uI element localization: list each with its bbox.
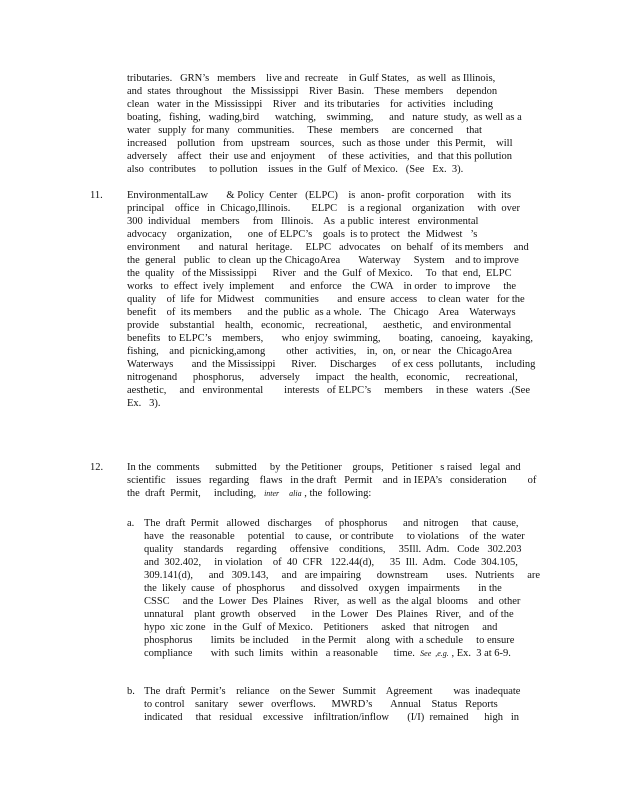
intro-line: water supply for many communities. These members are concerned that: [127, 125, 482, 136]
para11-line: principal office in Chicago,Illinois. ELPC is a regional organization with over: [127, 203, 520, 214]
item-a-line-text: , Ex. 3 at 6-9.: [448, 648, 511, 659]
para11-line: advocacy organization, one of ELPC’s goals is to protect the Midwest ’s: [127, 229, 478, 240]
item-a-line: quality standards regarding offensive conditions, 35Ill. Adm. Code 302.203: [144, 544, 522, 555]
item-a-line: [144, 647, 511, 660]
para12-line: In the comments submitted by the Petitioner groups, Petitioner s raised legal and: [127, 462, 521, 473]
item-a-line: The draft Permit allowed discharges of phosphorus and nitrogen that cause,: [144, 518, 519, 529]
para12-line: scientific issues regarding flaws in the draft Permit and in IEPA’s consideration of: [127, 475, 537, 486]
intro-line: adversely affect their use and enjoyment of these activities, and that this pollution: [127, 151, 512, 162]
para11-line: fishing, and picnicking,among other activities, in, on, or near the ChicagoArea: [127, 346, 512, 357]
para11-line: Waterways and the Mississippi River. Discharges of ex cess pollutants, including: [127, 359, 536, 370]
paragraph-number-12: 12.: [90, 462, 104, 473]
para11-line: 300 individual members from Illinois. As a public interest environmental: [127, 216, 479, 227]
para11-line: quality of life for Midwest communities and ensure access to clean water for the: [127, 294, 525, 305]
para12-line-text: , the following:: [301, 488, 372, 499]
item-a-line: unnatural plant growth observed in the Lower Des Plaines River, and of the: [144, 609, 514, 620]
para11-line: the quality of the Mississippi River and the Gulf of Mexico. To that end, ELPC: [127, 268, 512, 279]
item-a-line-text: compliance with such limits within a reasonable time.: [144, 648, 421, 659]
para11-line: benefit of its members and the public as a whole. The Chicago Area Waterways: [127, 307, 516, 318]
para11-line: Ex. 3).: [127, 398, 161, 409]
item-b-line: to control sanitary sewer overflows. MWRD’s Annual Status Reports: [144, 699, 498, 710]
intro-line: boating, fishing, wading,bird watching, swimming, and nature study, as well as a: [127, 112, 522, 123]
item-a-line: the likely cause of phosphorus and dissolved oxygen impairments in the: [144, 583, 502, 594]
intro-line: tributaries. GRN’s members live and recreate in Gulf States, as well as Illinois,: [127, 73, 496, 84]
para11-line: EnvironmentalLaw & Policy Center (ELPC) is anon- profit corporation with its: [127, 190, 512, 201]
para11-line: benefits to ELPC’s members, who enjoy swimming, boating, canoeing, kayaking,: [127, 333, 533, 344]
item-a-line: 309.141(d), and 309.143, and are impairing downstream uses. Nutrients are: [144, 570, 541, 581]
para11-line: environment and natural heritage. ELPC advocates on behalf of its members and: [127, 242, 529, 253]
intro-line: increased pollution from upstream sources, such as those under this Permit, will: [127, 138, 513, 149]
item-b-label: b.: [127, 686, 135, 697]
intro-line: clean water in the Mississippi River and its tributaries for activities including: [127, 99, 493, 110]
para12-line: [127, 487, 371, 500]
para11-line: the general public to clean up the ChicagoArea Waterway System and to improve: [127, 255, 519, 266]
inter-alia: inter alia: [264, 489, 302, 498]
paragraph-number-11: 11.: [90, 190, 103, 201]
para11-line: works to effect ively implement and enforce the CWA in order to improve the: [127, 281, 517, 292]
item-a-line: hypo xic zone in the Gulf of Mexico. Petitioners asked that nitrogen and: [144, 622, 498, 633]
item-a-line: CSSC and the Lower Des Plaines River, as well as the algal blooms and other: [144, 596, 521, 607]
intro-line: also contributes to pollution issues in the Gulf of Mexico. (See Ex. 3).: [127, 164, 464, 175]
item-a-line: and 302.402, in violation of 40 CFR 122.44(d), 35 Ill. Adm. Code 304.105,: [144, 557, 518, 568]
item-b-line: The draft Permit’s reliance on the Sewer Summit Agreement was inadequate: [144, 686, 521, 697]
para11-line: nitrogenand phosphorus, adversely impact the health, economic, recreational,: [127, 372, 518, 383]
see-eg: See ,e.g.: [420, 649, 449, 658]
item-b-line: indicated that residual excessive infiltration/inflow (I/I) remained high in: [144, 712, 519, 723]
intro-line: and states throughout the Mississippi River Basin. These members dependon: [127, 86, 498, 97]
para12-line-text: the draft Permit, including,: [127, 488, 265, 499]
item-a-line: have the reasonable potential to cause, or contribute to violations of the water: [144, 531, 525, 542]
para11-line: provide substantial health, economic, recreational, aesthetic, and environmental: [127, 320, 512, 331]
item-a-label: a.: [127, 518, 135, 529]
para11-line: aesthetic, and environmental interests of ELPC’s members in these waters .(See: [127, 385, 530, 396]
item-a-line: phosphorus limits be included in the Permit along with a schedule to ensure: [144, 635, 515, 646]
